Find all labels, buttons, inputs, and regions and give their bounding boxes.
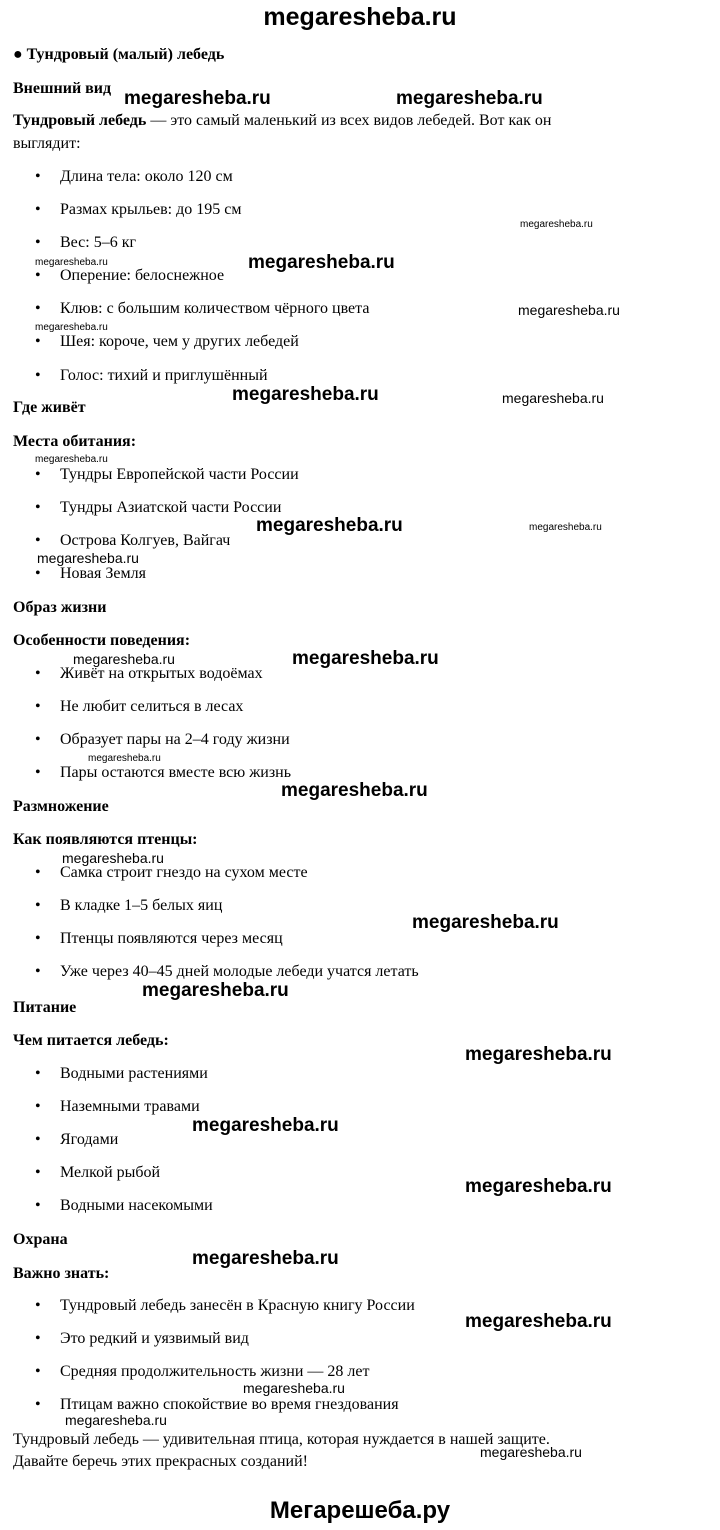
bullet-icon: •	[35, 1164, 41, 1181]
watermark: megaresheba.ru	[142, 980, 289, 1001]
bullet-icon: •	[35, 168, 41, 185]
bullet-icon: •	[35, 300, 41, 317]
bullet-icon: •	[35, 698, 41, 715]
site-header: megaresheba.ru	[263, 3, 457, 31]
bullet-icon: •	[35, 466, 41, 483]
watermark: megaresheba.ru	[192, 1115, 339, 1136]
bullet-icon: •	[35, 1197, 41, 1214]
watermark: megaresheba.ru	[192, 1248, 339, 1269]
bullet-icon: •	[35, 864, 41, 881]
bullet-icon: •	[35, 1131, 41, 1148]
watermark: megaresheba.ru	[396, 88, 543, 109]
bullet-icon: •	[35, 1363, 41, 1380]
watermark: megaresheba.ru	[232, 384, 379, 405]
section-heading-appearance: Внешний вид	[13, 80, 112, 97]
watermark: megaresheba.ru	[292, 648, 439, 669]
bullet-icon: •	[35, 963, 41, 980]
subheading-habitat: Места обитания:	[13, 433, 137, 450]
watermark: megaresheba.ru	[35, 454, 108, 465]
bullet-icon: •	[35, 930, 41, 947]
bullet-icon: •	[35, 1098, 41, 1115]
bullet-icon: •	[35, 1065, 41, 1082]
conclusion-line: Тундровый лебедь — удивительная птица, которая нуждается в нашей защите.	[13, 1431, 550, 1448]
watermark: megaresheba.ru	[465, 1176, 612, 1197]
page-title: ● Тундровый (малый) лебедь	[13, 46, 225, 63]
subheading-protection: Важно знать:	[13, 1265, 110, 1282]
conclusion-line: Давайте беречь этих прекрасных созданий!	[13, 1453, 308, 1470]
watermark: megaresheba.ru	[502, 390, 604, 406]
watermark: megaresheba.ru	[124, 88, 271, 109]
bullet-icon: •	[35, 532, 41, 549]
bullet-icon: •	[35, 1297, 41, 1314]
watermark: megaresheba.ru	[243, 1380, 345, 1396]
bullet-icon: •	[35, 367, 41, 384]
watermark: megaresheba.ru	[412, 912, 559, 933]
bullet-icon: •	[35, 764, 41, 781]
watermark: megaresheba.ru	[465, 1311, 612, 1332]
conclusion-paragraph	[13, 1429, 693, 1473]
bullet-icon: •	[35, 267, 41, 284]
bullet-icon: •	[35, 665, 41, 682]
bullet-icon: •	[35, 1330, 41, 1347]
watermark: megaresheba.ru	[518, 302, 620, 318]
watermark: megaresheba.ru	[35, 322, 108, 333]
watermark: megaresheba.ru	[256, 515, 403, 536]
intro-paragraph-line1	[13, 111, 551, 131]
subheading-diet: Чем питается лебедь:	[13, 1032, 169, 1049]
watermark: megaresheba.ru	[520, 219, 593, 230]
watermark: megaresheba.ru	[465, 1044, 612, 1065]
section-heading-protection: Охрана	[13, 1231, 68, 1248]
watermark: megaresheba.ru	[73, 651, 175, 667]
watermark: megaresheba.ru	[62, 850, 164, 866]
watermark: megaresheba.ru	[480, 1444, 582, 1460]
bullet-icon: •	[35, 234, 41, 251]
watermark: megaresheba.ru	[37, 550, 139, 566]
intro-text: — это самый маленький из всех видов лебедей. Вот как он	[146, 112, 552, 129]
bullet-icon: •	[35, 897, 41, 914]
intro-bold-term: Тундровый лебедь	[13, 112, 147, 129]
subheading-breeding: Как появляются птенцы:	[13, 831, 198, 848]
watermark: megaresheba.ru	[65, 1412, 167, 1428]
watermark: megaresheba.ru	[88, 753, 161, 764]
bullet-icon: •	[35, 565, 41, 582]
watermark: megaresheba.ru	[35, 257, 108, 268]
section-heading-habitat: Где живёт	[13, 399, 86, 416]
section-heading-breeding: Размножение	[13, 798, 109, 815]
section-heading-lifestyle: Образ жизни	[13, 599, 107, 616]
bullet-icon: •	[35, 333, 41, 350]
watermark: megaresheba.ru	[281, 780, 428, 801]
watermark: megaresheba.ru	[529, 522, 602, 533]
intro-paragraph-line2: выглядит:	[13, 135, 81, 152]
subheading-lifestyle: Особенности поведения:	[13, 632, 191, 649]
bullet-icon: •	[35, 1396, 41, 1413]
bullet-icon: •	[35, 499, 41, 516]
site-footer: Мегарешеба.ру	[269, 1497, 451, 1524]
watermark: megaresheba.ru	[248, 252, 395, 273]
section-heading-diet: Питание	[13, 999, 77, 1016]
bullet-icon: •	[35, 731, 41, 748]
bullet-icon: •	[35, 201, 41, 218]
